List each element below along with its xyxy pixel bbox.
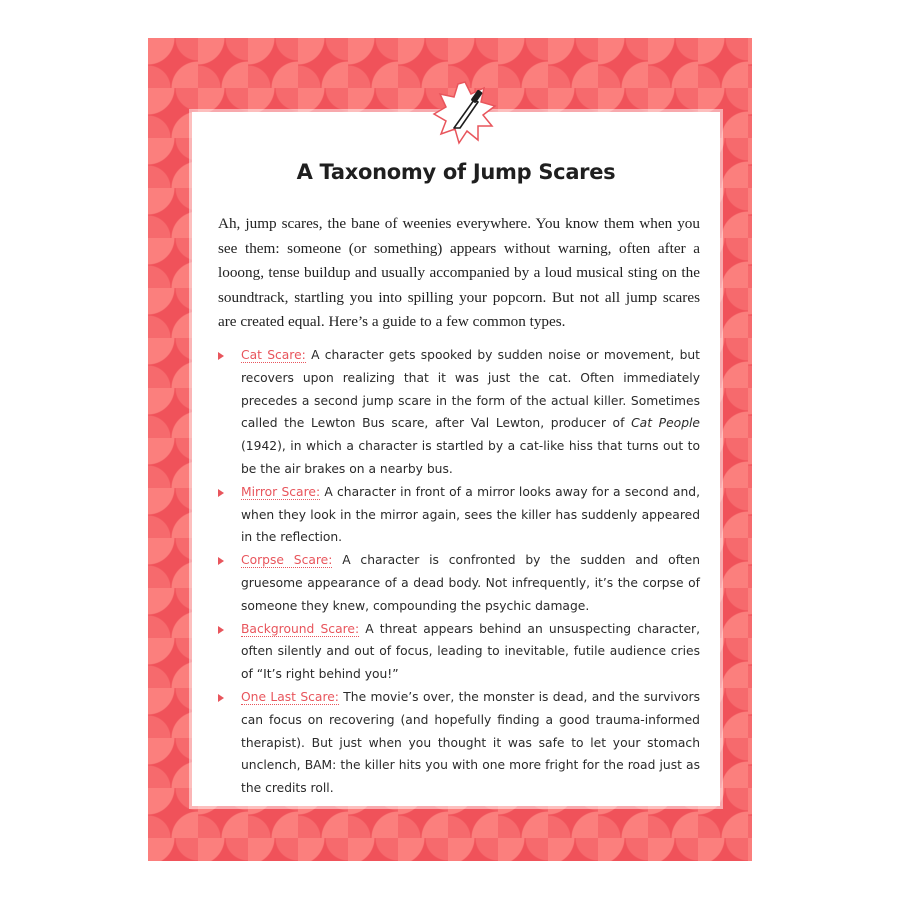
item-text: A character gets spooked by sudden noise or movement, but recovers upon realizing that it was just the cat. Often immediately precedes a second jump scare in the form of the actual killer. Sometimes called the Lewton Bus scare, after Val Lewton, producer of [241,348,701,431]
knife-badge [430,78,500,148]
term-label: Background Scare: [241,621,360,636]
list-item [218,549,700,617]
item-text: The movie’s over, the monster is dead, and the survivors can focus on recovering (and hopefully finding a good trauma-informed therapist). But just when you thought it was safe to let your stomach unclench, BAM: the killer hits you with one more fright for the road just as the credits roll. [241,689,700,796]
scare-list [218,344,700,800]
triangle-bullet-icon [218,352,224,360]
term-label: Cat Scare: [241,348,306,362]
intro-paragraph: Ah, jump scares, the bane of weenies everywhere. You know them when you see them: someone (or something) appears without warning, often after a looong, tense buildup and usually accompanied by a loud musical sting on the soundtrack, startling you into spilling your popcorn. But not all jump scares are created equal. Here’s a guide to a few common types. [218,215,700,330]
list-item [218,344,700,481]
list-item [218,618,700,686]
item-text: A character in front of a mirror looks away for a second and, when they look in the mirror again, sees the killer has suddenly appeared in the reflection. [241,484,700,545]
term-label: Corpse Scare: [241,553,333,568]
item-text: A character is confronted by the sudden and often gruesome appearance of a dead body. Not infrequently, it’s the corpse of someone they knew, compounding the psychic damage. [241,553,701,613]
triangle-bullet-icon [218,626,224,634]
list-item [218,686,700,800]
triangle-bullet-icon [218,557,224,565]
triangle-bullet-icon [218,489,224,497]
list-item [218,481,700,549]
film-title: Cat People [631,416,700,431]
term-label: One Last Scare: [241,689,339,704]
item-text: A threat appears behind an unsuspecting character, often silently and out of focus, leading to inevitable, futile audience cries of “It’s right behind you!” [241,621,700,682]
item-text: (1942), in which a character is startled by a cat-like hiss that turns out to be the air brakes on a nearby bus. [241,439,700,476]
triangle-bullet-icon [218,694,224,702]
page-title: A Taxonomy of Jump Scares [296,160,616,184]
term-label: Mirror Scare: [241,484,321,499]
knife-icon [430,78,500,148]
